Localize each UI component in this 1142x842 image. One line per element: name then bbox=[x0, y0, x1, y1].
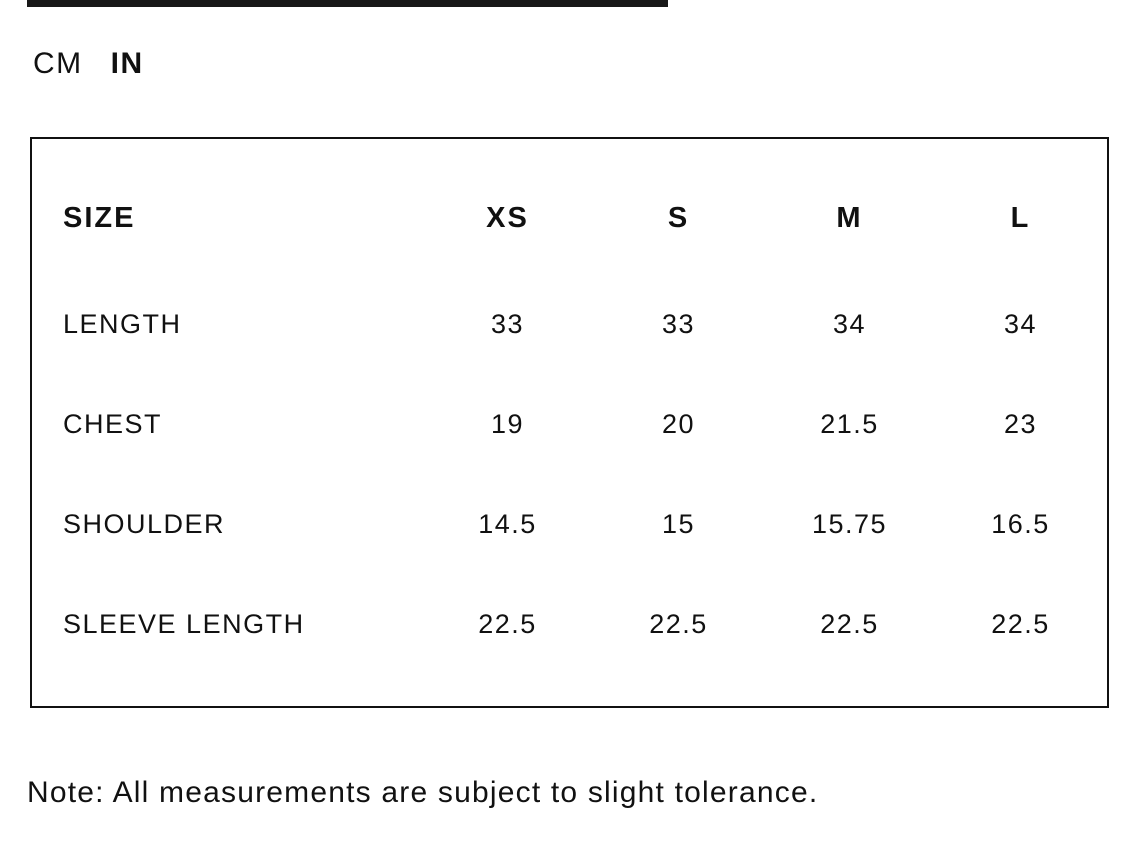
table-row-length bbox=[32, 304, 1107, 344]
cell-length-m: 34 bbox=[832, 308, 867, 339]
column-header-xs: XS bbox=[486, 201, 529, 234]
column-header-l: L bbox=[1010, 201, 1031, 234]
cell-chest-m: 21.5 bbox=[820, 408, 879, 439]
row-label: CHEST bbox=[63, 408, 163, 439]
cell-shoulder-m: 15.75 bbox=[811, 508, 888, 539]
cell-shoulder-l: 16.5 bbox=[991, 508, 1050, 539]
cell-shoulder-s: 15 bbox=[661, 508, 696, 539]
cell-sleeve-m: 22.5 bbox=[820, 608, 879, 639]
cell-chest-s: 20 bbox=[661, 408, 696, 439]
cell-sleeve-s: 22.5 bbox=[649, 608, 708, 639]
cell-shoulder-xs: 14.5 bbox=[478, 508, 537, 539]
cell-chest-l: 23 bbox=[1003, 408, 1038, 439]
cell-length-l: 34 bbox=[1003, 308, 1038, 339]
unit-option-in[interactable]: IN bbox=[110, 47, 144, 80]
column-header-size: SIZE bbox=[63, 201, 136, 234]
column-header-s: S bbox=[667, 201, 690, 234]
table-header-row bbox=[32, 198, 1107, 238]
table-row-sleeve-length bbox=[32, 604, 1107, 644]
size-chart-table bbox=[30, 137, 1109, 708]
tolerance-note: Note: All measurements are subject to slight tolerance. bbox=[27, 776, 819, 809]
cell-length-s: 33 bbox=[661, 308, 696, 339]
cell-chest-xs: 19 bbox=[490, 408, 525, 439]
table-row-shoulder bbox=[32, 504, 1107, 544]
cell-sleeve-xs: 22.5 bbox=[478, 608, 537, 639]
unit-option-cm[interactable]: CM bbox=[33, 47, 83, 80]
table-row-chest bbox=[32, 404, 1107, 444]
row-label: SLEEVE LENGTH bbox=[63, 608, 305, 639]
row-label: SHOULDER bbox=[63, 508, 226, 539]
column-header-m: M bbox=[836, 201, 863, 234]
row-label: LENGTH bbox=[63, 308, 182, 339]
cell-sleeve-l: 22.5 bbox=[991, 608, 1050, 639]
cropped-header-bar bbox=[27, 0, 668, 7]
unit-toggle bbox=[33, 46, 144, 82]
cell-length-xs: 33 bbox=[490, 308, 525, 339]
